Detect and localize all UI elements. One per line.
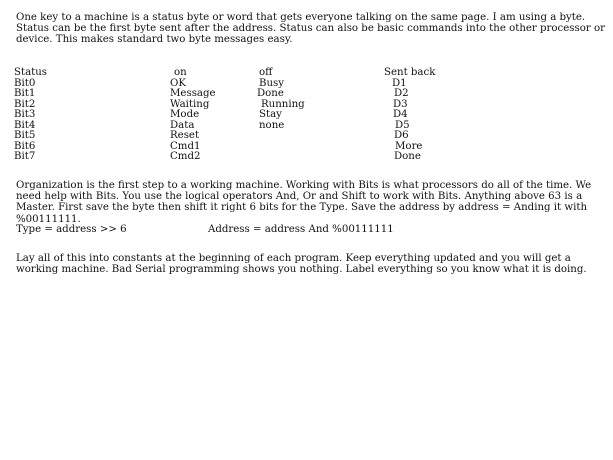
bit-name: Bit3 [14,109,36,120]
table-row [14,100,594,111]
header-off: off [259,67,273,78]
header-sent-back: Sent back [384,67,436,78]
bit-name: Bit4 [14,119,36,131]
sent-back-value: D2 [394,88,409,99]
sent-back-value: D3 [393,98,408,110]
sent-back-value: D4 [393,109,408,120]
bit-name: Bit0 [14,77,36,89]
on-value: Reset [170,130,200,141]
bit-name: Bit7 [14,151,36,162]
on-value: Waiting [170,98,210,110]
bit-name: Bit5 [14,130,36,141]
status-bit-table [14,68,594,163]
sent-back-value: D6 [394,130,409,141]
table-header-row [14,68,594,79]
off-value: Stay [259,109,282,120]
sent-back-value: Done [394,151,421,162]
on-value: Cmd2 [170,151,201,162]
on-value: Mode [170,109,200,120]
table-row [14,131,594,142]
type-formula: Type = address >> 6 [16,224,127,235]
off-value: Done [257,88,284,99]
on-value: Message [170,88,216,99]
table-row [14,121,594,132]
intro-paragraph: One key to a machine is a status byte or word that gets everyone talking on the same page. I am using a byte. Status can be the first byte sent after the address. Status can also be basic commands into the other processor or device. This makes standard two byte messages easy. [16,12,605,46]
closing-paragraph: Lay all of this into constants at the beginning of each program. Keep everything updated and you will get a working machine. Bad Serial programming shows you nothing. Label everything so you know what it is doing. [16,253,587,276]
header-status: Status [14,67,48,78]
address-formula: Address = address And %00111111 [208,224,394,235]
table-row [14,110,594,121]
off-value: Busy [259,77,285,89]
off-value: Running [261,98,305,110]
table-row [14,152,594,163]
bit-name: Bit6 [14,140,36,152]
sent-back-value: D5 [395,119,410,131]
table-row [14,142,594,153]
table-row [14,89,594,100]
off-value: none [259,119,285,131]
organization-paragraph: Organization is the first step to a working machine. Working with Bits is what processors do all of the time. We need help with Bits. You use the logical operators And, Or and Shift to work with Bits. Anything above 63 is a Master. First save the byte then shift it right 6 bits for the Type. Save the address by address = Anding it with %00111111. [16,180,592,225]
on-value: Data [170,119,195,131]
bit-name: Bit2 [14,98,36,110]
table-row [14,79,594,90]
sent-back-value: D1 [392,77,407,89]
header-on: on [174,67,187,78]
sent-back-value: More [395,140,423,152]
on-value: Cmd1 [170,140,201,152]
bit-name: Bit1 [14,88,36,99]
on-value: OK [170,77,186,89]
